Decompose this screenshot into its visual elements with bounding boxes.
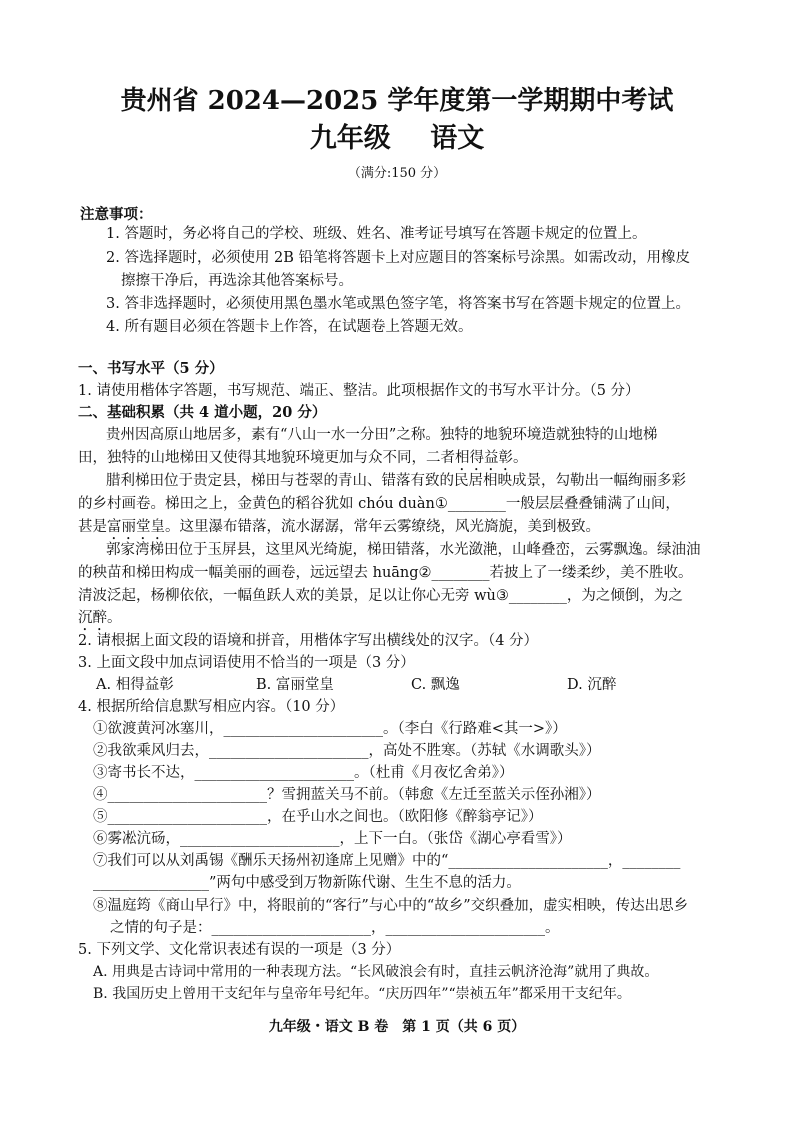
option-a: A. 相得益彰: [96, 677, 174, 693]
recite-item: 之情的句子是：______________________，______________________。: [110, 920, 560, 936]
recite-item: ⑤______________________，在乎山水之间也。（欧阳修《醉翁亭记》）: [93, 809, 543, 825]
passage-line: 甚是富丽堂皇。这里瀑布错落，流水潺潺，常年云雾缭绕，风光旖旎，美到极致。: [78, 519, 600, 535]
section-heading: 一、书写水平（5 分）: [78, 360, 224, 377]
recite-item: ④______________________？雪拥蓝关马不前。（韩愈《左迁至蓝关示侄孙湘》）: [93, 787, 601, 803]
recite-item: ⑦我们可以从刘禹锡《酬乐天扬州初逢席上见赠》中的“______________________，________: [93, 853, 681, 869]
option-b: B. 我国历史上曾用干支纪年与皇帝年号纪年。“庆历四年”“崇祯五年”都采用干支纪年。: [93, 986, 631, 1002]
option-a: A. 用典是古诗词中常用的一种表现方法。“长风破浪会有时，直挂云帆济沧海”就用了典故。: [93, 964, 659, 980]
passage-line: 郭家湾梯田位于玉屏县，这里风光绮旎，梯田错落，水光潋滟，山峰叠峦，云雾飘逸。绿油油: [106, 542, 701, 558]
page-footer: 九年级・语文 B 卷 第 1 页（共 6 页）: [268, 1019, 526, 1035]
question-4: 4. 根据所给信息默写相应内容。（10 分）: [78, 699, 345, 715]
question-5: 5. 下列文学、文化常识表述有误的一项是（3 分）: [78, 942, 401, 958]
recite-item: ________________”两句中感受到万物新陈代谢、生生不息的活力。: [93, 875, 521, 891]
notice-line: 3. 答非选择题时，必须使用黑色墨水笔或黑色签字笔，将答案书写在答题卡规定的位置上。: [106, 296, 690, 312]
grade-label: 九年级: [309, 123, 391, 154]
notice-heading: 注意事项：: [80, 206, 153, 223]
recite-item: ①欲渡黄河冰塞川，______________________。（李白《行路难<其一>》）: [93, 721, 567, 737]
exam-subtitle: [0, 116, 794, 155]
option-c: C. 飘逸: [411, 677, 460, 693]
full-score: （满分:150 分）: [347, 166, 447, 181]
question-3: 3. 上面文段中加点词语使用不恰当的一项是（3 分）: [78, 655, 415, 671]
passage-line: 清波泛起，杨柳依依，一幅鱼跃人欢的美景，足以让你心无旁 wù③________，为之倾倒，为之: [78, 588, 683, 604]
passage-line: 腊利梯田位于贵定县，梯田与苍翠的青山、错落有致的民居相映成景，勾勒出一幅绚丽多彩: [106, 473, 686, 489]
option-d: D. 沉醉: [567, 677, 617, 693]
passage-line: 的秧苗和梯田构成一幅美丽的画卷，远远望去 huāng②________若披上了一缕柔纱，美不胜收。: [78, 565, 693, 581]
notice-line: 擦擦干净后，再选涂其他答案标号。: [121, 273, 353, 289]
notice-line: 1. 答题时，务必将自己的学校、班级、姓名、准考证号填写在答题卡规定的位置上。: [106, 226, 647, 242]
passage-line: 贵州因高原山地居多，素有“八山一水一分田”之称。独特的地貌环境造就独特的山地梯: [106, 427, 658, 443]
notice-line: 2. 答选择题时，必须使用 2B 铅笔将答题卡上对应题目的答案标号涂黑。如需改动，用橡皮: [106, 250, 691, 266]
recite-item: ②我欲乘风归去，______________________，高处不胜寒。（苏轼《水调歌头》）: [93, 743, 601, 759]
notice-line: 4. 所有题目必须在答题卡上作答，在试题卷上答题无效。: [106, 319, 473, 335]
recite-item: ⑧温庭筠《商山早行》中，将眼前的“客行”与心中的“故乡”交织叠加，虚实相映，传达出思乡: [93, 898, 689, 914]
passage-line: 的乡村画卷。梯田之上，金黄色的稻谷犹如 chóu duàn①________一般层层叠叠铺满了山间，: [78, 496, 680, 512]
exam-title: 贵州省 2024—2025 学年度第一学期期中考试: [120, 86, 674, 116]
recite-item: ⑥雾凇沆砀，______________________，上下一白。（张岱《湖心亭看雪》）: [93, 831, 572, 847]
passage-line: 沉醉。: [78, 610, 122, 626]
question-2: 2. 请根据上面文段的语境和拼音，用楷体字写出横线处的汉字。（4 分）: [78, 633, 539, 649]
subject-label: 语文: [430, 123, 485, 154]
option-b: B. 富丽堂皇: [256, 677, 334, 693]
question-1: 1. 请使用楷体字答题，书写规范、端正、整洁。此项根据作文的书写水平计分。（5 分）: [78, 383, 640, 399]
section-heading: 二、基础积累（共 4 道小题，20 分）: [78, 404, 327, 421]
passage-line: 田，独特的山地梯田又使得其地貌环境更加与众不同，二者相得益彰。: [78, 450, 528, 466]
recite-item: ③寄书长不达，______________________。（杜甫《月夜忆舍弟》）: [93, 765, 514, 781]
